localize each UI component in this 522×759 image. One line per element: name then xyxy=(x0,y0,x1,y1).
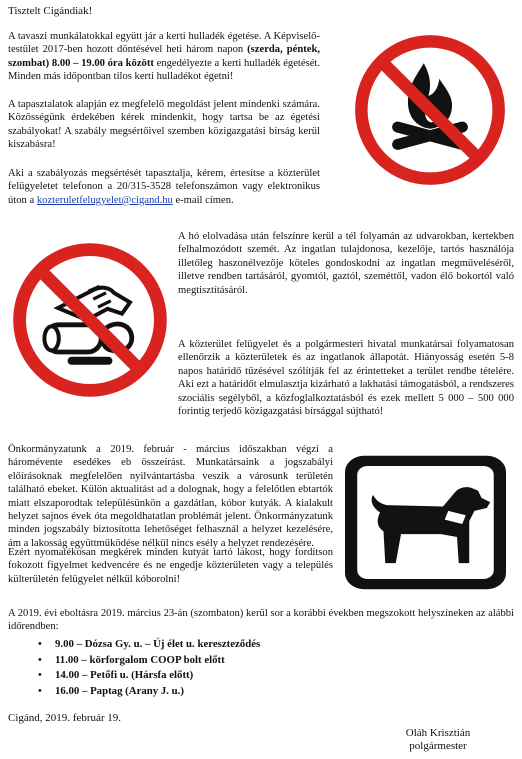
paragraph-dog-census: Önkormányzatunk a 2019. február - március időszakban végzi a háromévente esedékes eb összeírást. Munkatársaink a jogszabályi előírásoknak megfelelően nyilvántartásba veszik a városunk területén található ebeket. Külön aktualitást ad a dolognak, hogy a felelőtlen ebtartók miatt elszaporodtak településünkön a gazdátlan, kóbor kutyák. A kialakult helyzet sajnos évek óta megoldhatatlan problémát jelent. Önkormányzatunk minden jogszabály biztosította lehetőséget felhasznál a helyzet kezelésére, ám a lakosság együttműködése nélkül nincs esély a helyzet rendezésére. xyxy=(8,444,333,549)
dog-icon xyxy=(338,450,513,595)
list-item: • 16.00 – Paptag (Arany J. u.) xyxy=(38,684,260,700)
signer-name: Oláh Krisztián xyxy=(405,727,471,739)
text: engedélyezte a kerti hulladék égetését. Minden más időpontban tilos kerti hulladékot égetni! xyxy=(8,57,320,83)
paragraph-burning-rules xyxy=(8,30,320,84)
paragraph-dog-owners: Ezért nyomatékosan megkérek minden kutyát tartó lakost, hogy fordítson fokozott figyelmet kedvencére és ne engedje közterületen vagy a település külterületén felügyelet nélkül kóborolni! xyxy=(8,547,333,585)
list-item: • 14.00 – Petőfi u. (Hársfa előtt) xyxy=(38,668,260,684)
paragraph-yard-cleaning: A hó elolvadása után felszínre kerül a tél folyamán az udvarokban, kertekben felhalmozódott szemét. Az ingatlan tulajdonosa, kezelője, tartós használója illetőleg haszonélvezője köteles gondoskodni az ingatlan megműveléséről, illetve rendben tartásáról, gyomtól, gaztól, szeméttől, vadon élő bokortól való megtisztításáról. xyxy=(178,231,514,296)
text: e-mail címen. xyxy=(172,194,234,206)
no-littering-icon xyxy=(10,240,170,400)
signature-block xyxy=(393,727,483,753)
vaccination-schedule xyxy=(38,637,260,699)
text: A tavaszi munkálatokkal együtt jár a kerti hulladék égetése. A Képviselő-testület 2017-ben hozott döntésével heti három napon xyxy=(8,31,320,56)
no-fire-icon xyxy=(352,32,508,188)
email-link[interactable]: kozteruletfelugyelet@cigand.hu xyxy=(36,194,173,206)
paragraph-vaccination: A 2019. évi eboltásra 2019. március 23-án (szombaton) kerül sor a korábbi években megszokott helyszíneken az alábbi időrendben: xyxy=(8,608,514,633)
paragraph-report xyxy=(8,167,320,207)
signer-title: polgármester xyxy=(409,740,467,752)
list-item: • 11.00 – körforgalom COOP bolt előtt xyxy=(38,653,260,669)
greeting: Tisztelt Cigándiak! xyxy=(8,5,93,17)
text: Aki a szabályozás megsértését tapasztalja, kérem, értesítse a közterület felügyeletet telefonon a 20/315-3528 telefonszámon vagy elektronikus úton a xyxy=(8,168,320,206)
paragraph-compliance: A tapasztalatok alapján ez megfelelő megoldást jelent mindenki számára. Közösségünk érdekében kérek mindenkit, hogy tartsa be az égetési szabályokat! A szabály megsértőivel szemben közigazgatási bírság kerül kiszabásra! xyxy=(8,99,320,151)
paragraph-inspection: A közterület felügyelet és a polgármesteri hivatal munkatársai folyamatosan ellenőrzik a közterületek és az ingatlanok állapotát. Hiányosság esetén 5-8 napos határidő tűzésével szólítják fel az érintetteket a terület rendbe tételére. Aki ezt a határidőt elmulasztja kizárható a lakhatási támogatásból, a rendszeres szociális segélyből, a közfoglalkoztatásból és ezek mellett 5 000 – 500 000 forintig terjedő közigazgatási bírsággal sújtható! xyxy=(178,339,514,418)
date-line: Cigánd, 2019. február 19. xyxy=(8,712,122,724)
list-item: • 9.00 – Dózsa Gy. u. – Új élet u. kereszteződés xyxy=(38,637,260,653)
burning-time-window: (szerda, péntek, szombat) 8.00 – 19.00 óra között xyxy=(8,44,320,69)
